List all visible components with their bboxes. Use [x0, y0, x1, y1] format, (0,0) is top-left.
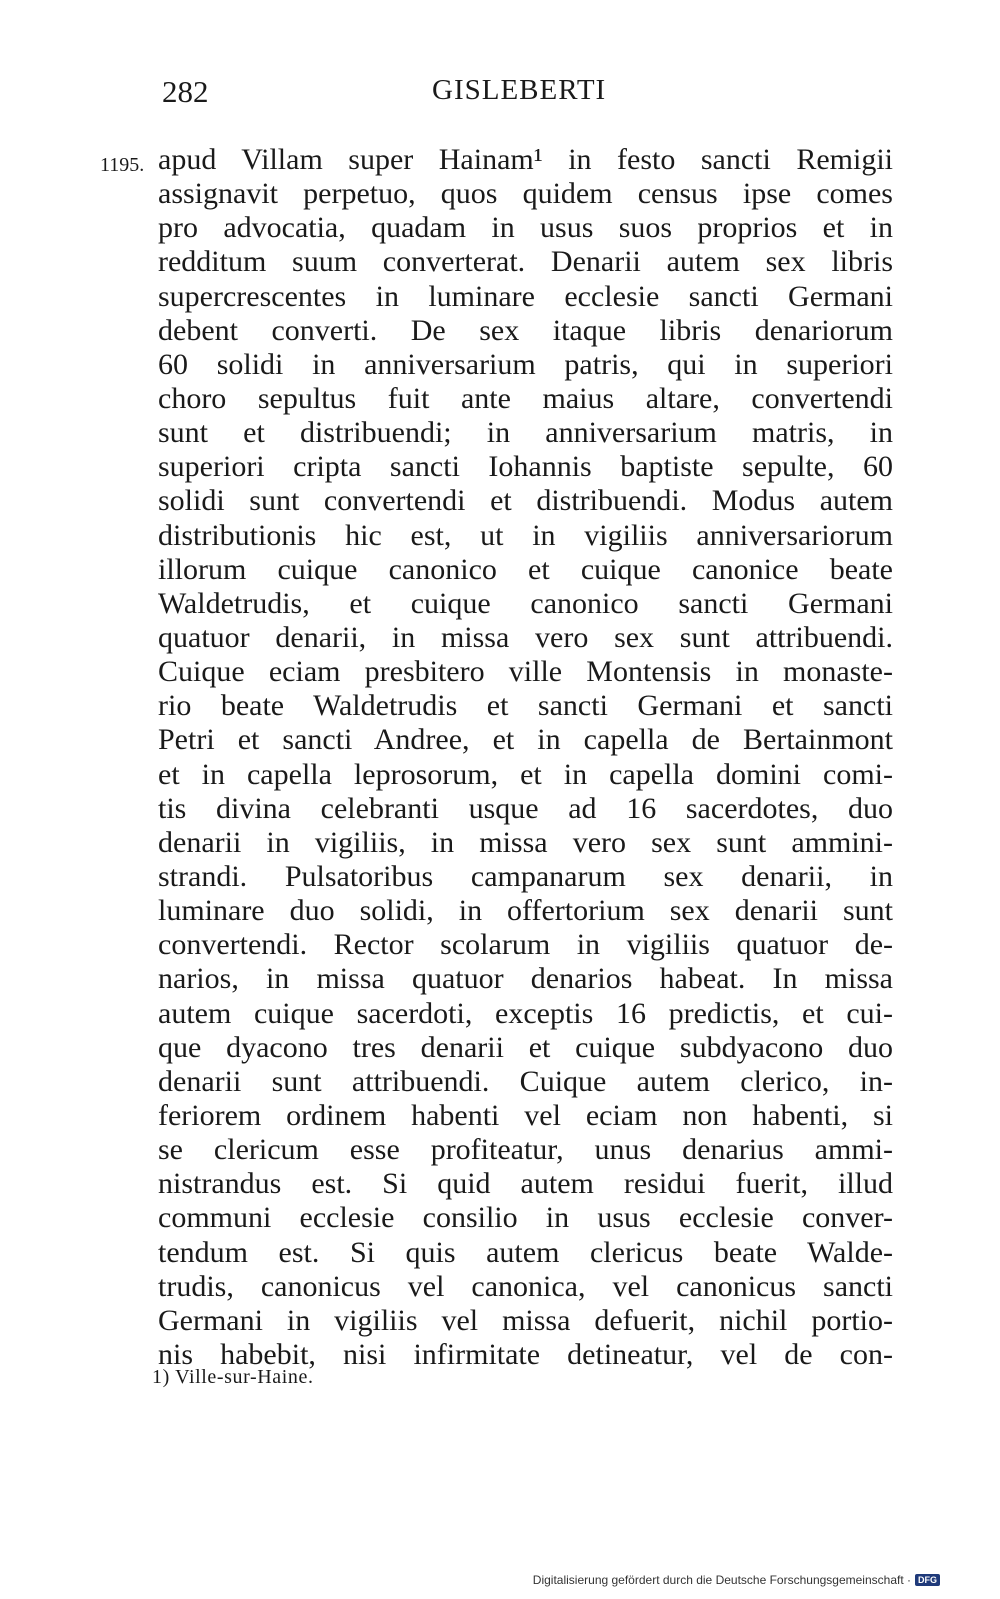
- text-line: Germani in vigiliis vel missa defuerit, nichil portio-: [158, 1303, 893, 1337]
- text-line: et in capella leprosorum, et in capella domini comi-: [158, 757, 893, 791]
- text-line: pro advocatia, quadam in usus suos proprios et in: [158, 211, 893, 245]
- text-line: Petri et sancti Andree, et in capella de Bertainmont: [158, 723, 893, 757]
- text-line: apud Villam super Hainam¹ in festo sancti Remigii: [158, 143, 893, 176]
- text-line: choro sepultus fuit ante maius altare, convertendi: [158, 381, 893, 415]
- text-line: feriorem ordinem habenti vel eciam non habenti, si: [158, 1098, 893, 1132]
- text-line: 60 solidi in anniversarium patris, qui in superiori: [158, 347, 893, 381]
- text-line: debent converti. De sex itaque libris denariorum: [158, 313, 893, 347]
- footnote: 1) Ville-sur-Haine.: [152, 1366, 314, 1388]
- text-line: rio beate Waldetrudis et sancti Germani et sancti: [158, 689, 893, 723]
- text-line: autem cuique sacerdoti, exceptis 16 predictis, et cui-: [158, 996, 893, 1030]
- digitization-credit: [533, 1573, 940, 1587]
- text-line: distributionis hic est, ut in vigiliis anniversariorum: [158, 518, 893, 552]
- text-line: strandi. Pulsatoribus campanarum sex denarii, in: [158, 859, 893, 893]
- page-number: 282: [162, 74, 209, 109]
- text-line: convertendi. Rector scolarum in vigiliis quatuor de-: [158, 928, 893, 962]
- text-line: supercrescentes in luminare ecclesie sancti Germani: [158, 279, 893, 313]
- text-line: se clericum esse profiteatur, unus denarius ammi-: [158, 1133, 893, 1167]
- text-line: quatuor denarii, in missa vero sex sunt attribuendi.: [158, 620, 893, 654]
- text-line: trudis, canonicus vel canonica, vel canonicus sancti: [158, 1269, 893, 1303]
- text-line: tis divina celebranti usque ad 16 sacerdotes, duo: [158, 791, 893, 825]
- dfg-logo-icon: DFG: [915, 1574, 940, 1586]
- text-line: illorum cuique canonico et cuique canonice beate: [158, 552, 893, 586]
- credit-text: Digitalisierung gefördert durch die Deutsche Forschungsgemeinschaft ·: [532, 1573, 911, 1587]
- text-line: nistrandus est. Si quid autem residui fuerit, illud: [158, 1167, 893, 1201]
- text-line: solidi sunt convertendi et distribuendi. Modus autem: [158, 484, 893, 518]
- text-line: Cuique eciam presbitero ville Montensis in monaste-: [158, 655, 893, 689]
- text-line: que dyacono tres denarii et cuique subdyacono duo: [158, 1030, 893, 1064]
- body-text: [158, 143, 893, 1372]
- text-line: Waldetrudis, et cuique canonico sancti Germani: [158, 586, 893, 620]
- text-line: narios, in missa quatuor denarios habeat. In missa: [158, 962, 893, 996]
- running-title: GISLEBERTI: [432, 74, 607, 106]
- text-line: luminare duo solidi, in offertorium sex denarii sunt: [158, 894, 893, 928]
- text-line: nis habebit, nisi infirmitate detineatur, vel de con-: [158, 1337, 893, 1371]
- text-line: communi ecclesie consilio in usus ecclesie conver-: [158, 1201, 893, 1235]
- page-header: [162, 74, 862, 114]
- year-marker: 1195.: [100, 154, 145, 176]
- text-line: denarii sunt attribuendi. Cuique autem clerico, in-: [158, 1064, 893, 1098]
- text-line: sunt et distribuendi; in anniversarium matris, in: [158, 416, 893, 450]
- text-line: assignavit perpetuo, quos quidem census ipse comes: [158, 177, 893, 211]
- text-line: tendum est. Si quis autem clericus beate Walde-: [158, 1235, 893, 1269]
- text-line: redditum suum converterat. Denarii autem sex libris: [158, 245, 893, 279]
- text-line: denarii in vigiliis, in missa vero sex sunt ammini-: [158, 825, 893, 859]
- text-line: superiori cripta sancti Iohannis baptiste sepulte, 60: [158, 450, 893, 484]
